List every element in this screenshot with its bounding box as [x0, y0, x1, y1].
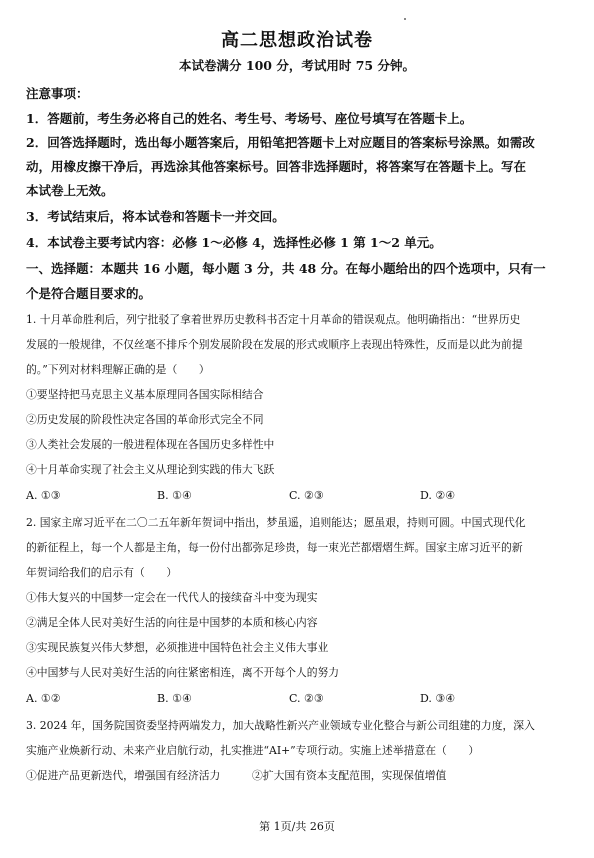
question-2-item: ④中国梦与人民对美好生活的向往紧密相连，离不开每个人的努力	[26, 666, 340, 679]
question-1-stem: 1. 十月革命胜利后，列宁批驳了拿着世界历史教科书否定十月革命的错误观点。他明确指出：“世界历史	[26, 313, 521, 326]
question-1-item: ③人类社会发展的一般进程体现在各国历史多样性中	[26, 438, 275, 451]
note-line: 动，用橡皮擦干净后，再选涂其他答案标号。回答非选择题时，将答案写在答题卡上。写在	[26, 159, 527, 174]
question-2-item: ②满足全体人民对美好生活的向往是中国梦的本质和核心内容	[26, 616, 318, 629]
question-1-choice-c: C. ②③	[289, 489, 324, 502]
question-2-stem: 2. 国家主席习近平在二〇二五年新年贺词中指出，梦虽遥，追则能达；愿虽艰，持则可圆。中国式现代化	[26, 516, 526, 529]
question-1-choice-d: D. ②④	[420, 489, 456, 502]
question-3-item: ①促进产品更新迭代，增强国有经济活力	[26, 769, 221, 782]
note-line: 1．答题前，考生务必将自己的姓名、考生号、考场号、座位号填写在答题卡上。	[26, 111, 473, 126]
page-title: 高二思想政治试卷	[221, 30, 373, 51]
section-heading-cont: 个是符合题目要求的。	[26, 286, 152, 301]
question-1-stem: 的。”下列对材料理解正确的是（ ）	[26, 363, 210, 376]
question-2-choice-a: A. ①②	[26, 692, 61, 705]
question-2-stem: 的新征程上，每一个人都是主角，每一份付出都弥足珍贵，每一束光芒都熠熠生辉。国家主席习近平的新	[26, 541, 523, 554]
question-3-item: ②扩大国有资本支配范围，实现保值增值	[252, 769, 447, 782]
section-heading: 一、选择题：本题共 16 小题，每小题 3 分，共 48 分。在每小题给出的四个选项中，只有一	[26, 261, 546, 276]
note-line: 2．回答选择题时，选出每小题答案后，用铅笔把答题卡上对应题目的答案标号涂黑。如需改	[26, 135, 535, 150]
question-1-item: ①要坚持把马克思主义基本原理同各国实际相结合	[26, 388, 264, 401]
question-3-stem: 3. 2024 年，国务院国资委坚持两端发力，加大战略性新兴产业领域专业化整合与新公司组建的力度，深入	[26, 719, 535, 732]
question-1-item: ②历史发展的阶段性决定各国的革命形式完全不同	[26, 413, 264, 426]
exam-info: 本试卷满分 100 分，考试用时 75 分钟。	[179, 58, 415, 73]
note-line: 4．本试卷主要考试内容：必修 1～必修 4，选择性必修 1 第 1～2 单元。	[26, 235, 442, 250]
note-line: 本试卷上无效。	[26, 183, 114, 198]
note-line: 3．考试结束后，将本试卷和答题卡一并交回。	[26, 209, 285, 224]
question-1-choice-a: A. ①③	[26, 489, 61, 502]
page-number: 第 1页/共 26页	[259, 820, 335, 833]
question-2-item: ③实现民族复兴伟大梦想，必须推进中国特色社会主义伟大事业	[26, 641, 329, 654]
question-2-choice-c: C. ②③	[289, 692, 324, 705]
notes-heading: 注意事项：	[26, 86, 89, 101]
question-2-item: ①伟大复兴的中国梦一定会在一代代人的接续奋斗中变为现实	[26, 591, 318, 604]
question-1-choice-b: B. ①④	[157, 489, 192, 502]
question-1-stem: 发展的一般规律，不仅丝毫不排斥个别发展阶段在发展的形式或顺序上表现出特殊性，反而是以此为前提	[26, 338, 523, 351]
question-2-stem: 年贺词给我们的启示有（ ）	[26, 566, 178, 579]
question-3-stem: 实施产业焕新行动、未来产业启航行动，扎实推进“AI+”专项行动。实施上述举措意在（ ）	[26, 744, 480, 757]
question-2-choice-b: B. ①④	[157, 692, 192, 705]
scan-dot	[404, 18, 406, 20]
question-2-choice-d: D. ③④	[420, 692, 456, 705]
question-1-item: ④十月革命实现了社会主义从理论到实践的伟大飞跃	[26, 463, 275, 476]
